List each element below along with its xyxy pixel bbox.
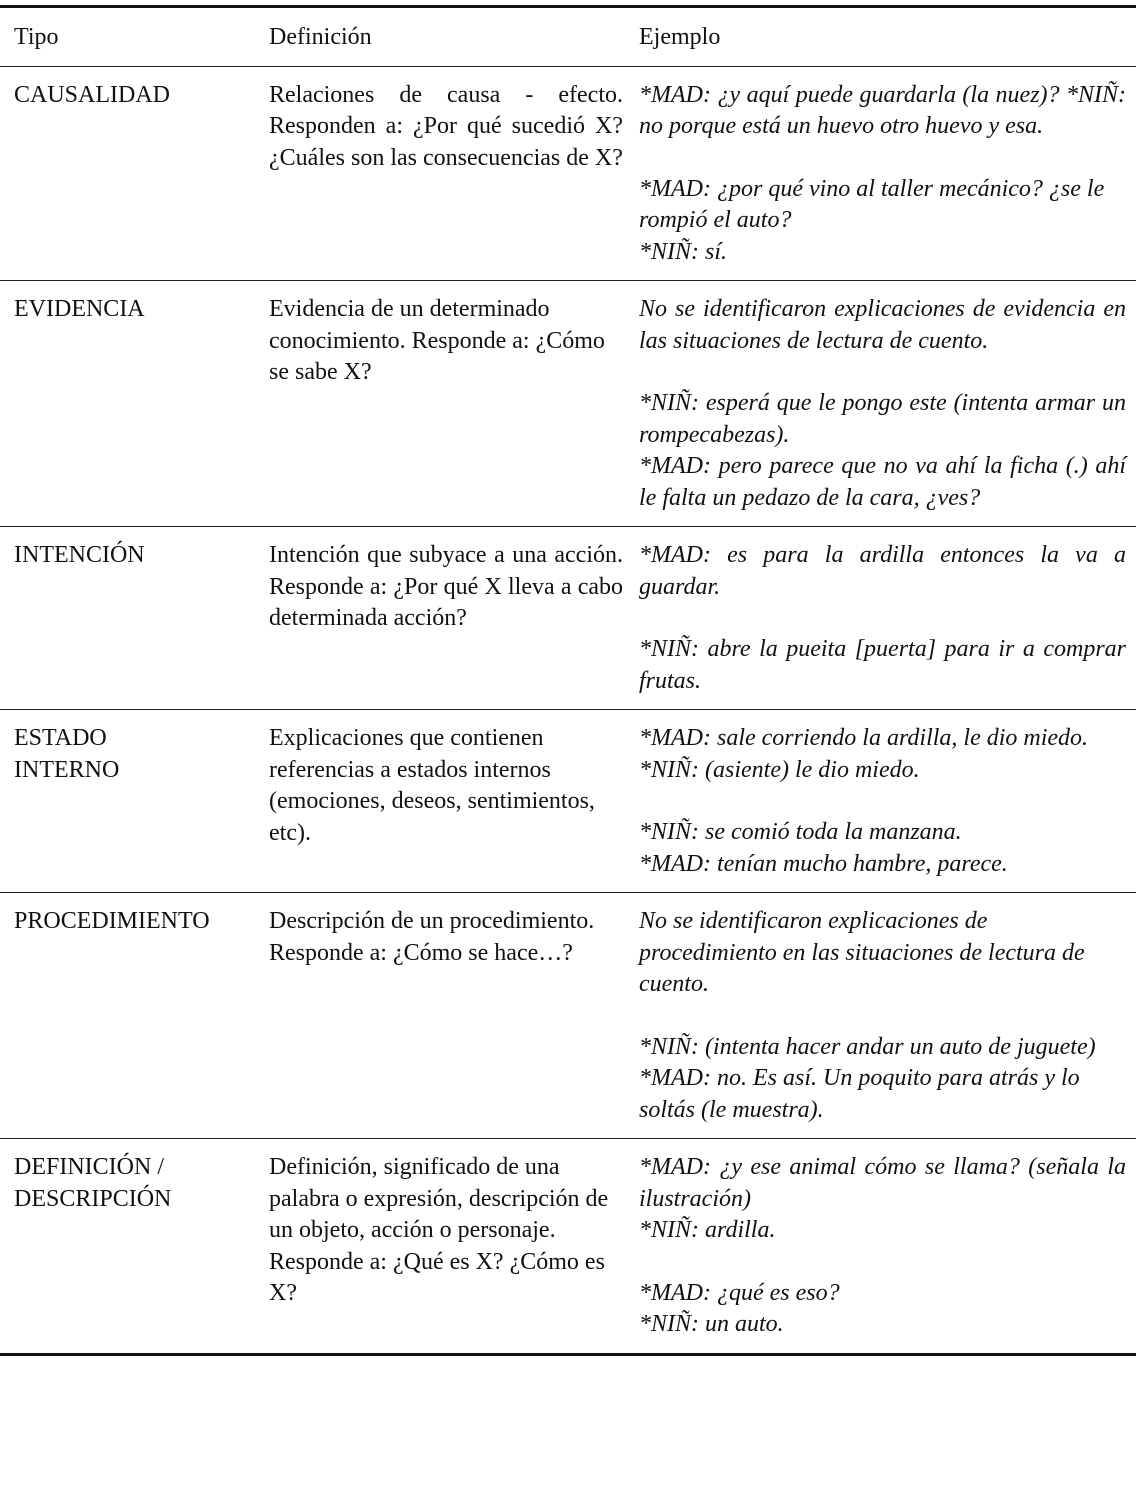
header-definicion: Definición [269, 24, 372, 50]
example-line: *NIÑ: (intenta hacer andar un auto de juguete) [639, 1033, 1096, 1060]
example-block [639, 174, 1126, 269]
example-line: *NIÑ: esperá que le pongo este (intenta armar un rompecabezas). [639, 390, 1126, 448]
example-block [639, 294, 1126, 357]
tipo-label: DESCRIPCIÓN [14, 1185, 172, 1212]
table-row-procedimiento [0, 892, 1136, 1138]
table-row-evidencia [0, 280, 1136, 526]
definicion-cell: Intención que subyace a una acción. Responde a: ¿Por qué X lleva a cabo determinada acción? [269, 542, 623, 631]
example-line: *MAD: ¿por qué vino al taller mecánico? ¿se le rompió el auto? [639, 175, 1105, 233]
example-block [639, 1032, 1126, 1127]
example-block [639, 540, 1126, 603]
tipo-label: EVIDENCIA [14, 296, 145, 322]
example-line: *MAD: no. Es así. Un poquito para atrás y lo soltás (le muestra). [639, 1065, 1080, 1123]
tipo-cell [0, 1139, 269, 1353]
definicion-cell: Definición, significado de una palabra o expresión, descripción de un objeto, acción o personaje. Responde a: ¿Qué es X? ¿Cómo es X? [269, 1154, 609, 1306]
definicion-cell: Evidencia de un determinado conocimiento. Responde a: ¿Cómo se sabe X? [269, 296, 605, 385]
tipo-cell [0, 893, 269, 1138]
tipo-label: INTERNO [14, 756, 120, 783]
example-line: No se identificaron explicaciones de evidencia en las situaciones de lectura de cuento. [639, 296, 1126, 354]
tipo-cell [0, 710, 269, 892]
definicion-cell: Descripción de un procedimiento. Responde a: ¿Cómo se hace…? [269, 908, 595, 966]
example-line: *MAD: ¿y ese animal cómo se llama? (señala la ilustración) [639, 1154, 1126, 1212]
ejemplo-cell [639, 710, 1136, 892]
ejemplo-cell [639, 527, 1136, 709]
example-line: *NIÑ: un auto. [639, 1311, 784, 1337]
tipo-cell [0, 67, 269, 281]
example-line: *NIÑ: se comió toda la manzana. [639, 819, 962, 845]
example-block [639, 80, 1126, 143]
table-row-intencion [0, 526, 1136, 709]
example-block [639, 1152, 1126, 1247]
ejemplo-cell [639, 893, 1136, 1138]
table-row-estado-interno [0, 709, 1136, 892]
tipo-cell [0, 527, 269, 709]
header-ejemplo: Ejemplo [639, 24, 721, 50]
example-line: *MAD: tenían mucho hambre, parece. [639, 850, 1008, 877]
example-block [639, 388, 1126, 514]
example-line: *NIÑ: (asiente) le dio miedo. [639, 756, 920, 783]
example-line: *MAD: es para la ardilla entonces la va a guardar. [639, 542, 1126, 600]
table-header-row [0, 8, 1136, 67]
example-line: *MAD: ¿qué es eso? [639, 1279, 840, 1306]
example-block [639, 817, 1126, 880]
tipo-cell [0, 281, 269, 526]
tipo-label: ESTADO [14, 725, 107, 751]
example-line: *NIÑ: sí. [639, 238, 728, 265]
tipo-label: CAUSALIDAD [14, 81, 170, 108]
example-line: *NIÑ: ardilla. [639, 1217, 776, 1243]
tipo-label: PROCEDIMIENTO [14, 908, 210, 934]
ejemplo-cell [639, 281, 1136, 526]
example-block [639, 906, 1126, 1001]
table-row-definicion-descripcion [0, 1138, 1136, 1353]
example-line: *MAD: ¿y aquí puede guardarla (la nuez)? *NIÑ: no porque está un huevo otro huevo y esa. [639, 81, 1126, 139]
definicion-cell: Relaciones de causa - efecto. Responden a: ¿Por qué sucedió X? ¿Cuáles son las consecuencias de X? [269, 81, 623, 171]
example-line: *MAD: sale corriendo la ardilla, le dio miedo. [639, 725, 1089, 751]
tipo-label: INTENCIÓN [14, 542, 145, 568]
example-line: *NIÑ: abre la pueita [puerta] para ir a comprar frutas. [639, 636, 1126, 694]
ejemplo-cell [639, 67, 1136, 281]
example-line: *MAD: pero parece que no va ahí la ficha (.) ahí le falta un pedazo de la cara, ¿ves? [639, 453, 1126, 511]
example-block [639, 1278, 1126, 1341]
tipo-label: DEFINICIÓN / [14, 1154, 164, 1180]
explanation-types-table [0, 5, 1136, 1356]
ejemplo-cell [639, 1139, 1136, 1353]
header-tipo: Tipo [14, 24, 59, 50]
definicion-cell: Explicaciones que contienen referencias a estados internos (emociones, deseos, sentimientos, etc). [269, 725, 595, 846]
example-line: No se identificaron explicaciones de procedimiento en las situaciones de lectura de cuento. [639, 908, 1085, 997]
example-block [639, 723, 1126, 786]
table-row-causalidad [0, 67, 1136, 281]
example-block [639, 634, 1126, 697]
